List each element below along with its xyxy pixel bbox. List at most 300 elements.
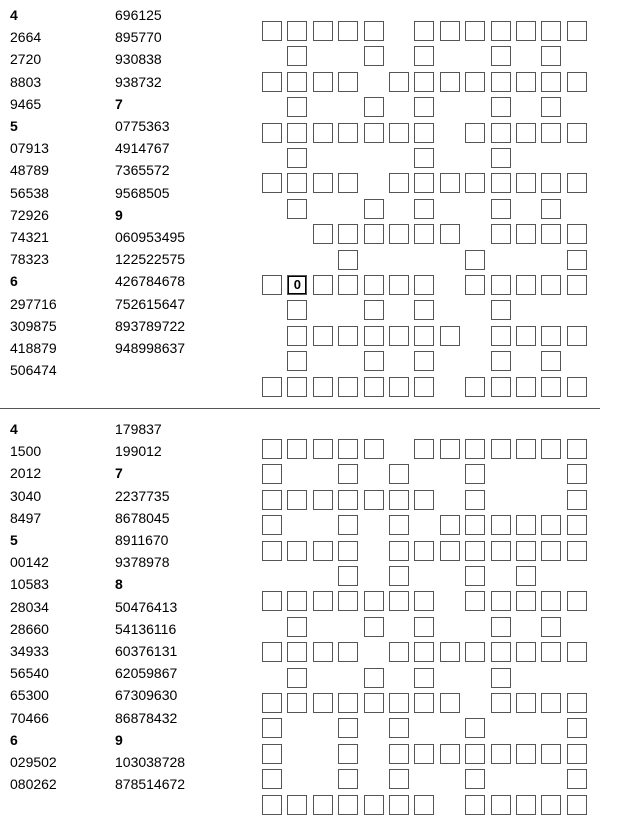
grid-cell[interactable] [338,21,358,41]
grid-cell[interactable] [440,693,460,713]
grid-cell[interactable] [516,591,536,611]
grid-cell[interactable] [414,123,434,143]
grid-cell[interactable] [414,72,434,92]
number-entry: 179837 [115,421,162,437]
grid-cell[interactable] [262,123,282,143]
number-entry: 9378978 [115,554,170,571]
grid-cell[interactable] [541,46,561,66]
number-entry: 70466 [10,709,49,726]
grid-cell[interactable] [287,439,307,459]
grid-cell[interactable] [541,173,561,193]
grid-cell[interactable] [465,718,485,738]
number-entry: 418879 [10,340,57,356]
grid-cell[interactable] [567,490,587,510]
grid-cell[interactable] [541,515,561,535]
grid-cell[interactable] [414,199,434,219]
grid-cell[interactable] [262,718,282,738]
grid-cell[interactable] [313,72,333,92]
grid-cell[interactable] [440,541,460,561]
length-heading: 5 [10,118,18,134]
number-entry: 893789722 [115,317,186,334]
grid-cell[interactable] [491,744,511,764]
length-heading: 6 [10,273,18,290]
grid-cell[interactable] [287,541,307,561]
grid-cell[interactable] [338,439,358,459]
grid-cell[interactable] [414,591,434,611]
grid-cell[interactable] [491,591,511,611]
grid-cell[interactable] [516,275,536,295]
grid-cell[interactable] [516,439,536,459]
grid-cell[interactable] [567,173,587,193]
grid-cell[interactable] [465,72,485,92]
number-entry: 9568505 [115,184,170,201]
grid-cell[interactable] [364,97,384,117]
grid-cell[interactable] [440,439,460,459]
grid-cell[interactable] [567,541,587,561]
grid-cell[interactable] [313,21,333,41]
number-entry: 199012 [115,443,162,460]
number-entry: 297716 [10,295,57,312]
number-entry: 86878432 [115,709,178,726]
number-entry: 8497 [10,509,42,526]
number-entry: 122522575 [115,251,186,268]
grid-cell[interactable] [389,566,409,586]
number-entry: 2664 [10,29,42,46]
grid-cell[interactable] [262,693,282,713]
grid-cell[interactable] [491,275,511,295]
number-entry: 8678045 [115,509,170,526]
grid-cell[interactable] [389,123,409,143]
grid-cell[interactable] [491,515,511,535]
grid-cell[interactable] [338,464,358,484]
number-entry: 506474 [10,362,57,379]
grid-cell[interactable] [440,744,460,764]
grid-cell[interactable] [440,515,460,535]
grid-cell[interactable] [364,275,384,295]
grid-cell[interactable] [364,693,384,713]
grid-cell[interactable] [338,173,358,193]
grid-cell[interactable] [567,326,587,346]
number-entry: 60376131 [115,643,178,659]
grid-cell[interactable] [541,275,561,295]
grid-cell[interactable] [313,591,333,611]
grid-cell[interactable] [440,642,460,662]
number-entry: 07913 [10,140,49,157]
grid-cell[interactable] [389,693,409,713]
number-entry: 878514672 [115,776,186,793]
grid-cell[interactable] [262,515,282,535]
grid-cell[interactable] [287,326,307,346]
number-entry: 56540 [10,665,49,682]
grid-cell[interactable] [541,642,561,662]
grid-cell[interactable] [364,351,384,371]
grid-cell[interactable] [567,718,587,738]
grid-cell[interactable] [516,642,536,662]
grid-cell[interactable] [414,693,434,713]
grid-cell[interactable] [541,377,561,397]
grid-cell[interactable] [389,464,409,484]
grid-cell[interactable] [465,744,485,764]
grid-cell[interactable] [364,300,384,320]
number-entry: 029502 [10,754,57,770]
grid-cell[interactable] [465,591,485,611]
grid-cell[interactable] [567,591,587,611]
grid-cell[interactable] [338,566,358,586]
number-entry: 48789 [10,162,49,179]
grid-cell[interactable] [567,515,587,535]
grid-cell[interactable] [364,377,384,397]
grid-cell[interactable] [491,642,511,662]
length-heading: 6 [10,731,18,748]
grid-cell[interactable] [465,769,485,789]
grid-cell[interactable] [541,72,561,92]
length-heading: 4 [10,7,18,23]
number-entry: 938732 [115,73,162,90]
grid-cell[interactable] [567,250,587,270]
grid-cell[interactable] [364,21,384,41]
grid-cell[interactable] [440,326,460,346]
number-entry: 895770 [115,29,162,46]
grid-cell[interactable] [287,300,307,320]
grid-cell[interactable] [389,72,409,92]
grid-cell[interactable] [541,591,561,611]
grid-cell[interactable] [567,21,587,41]
grid-cell[interactable] [567,123,587,143]
grid-cell[interactable] [541,744,561,764]
grid-cell[interactable] [287,668,307,688]
grid-cell[interactable] [338,224,358,244]
grid-cell[interactable] [389,642,409,662]
grid-cell[interactable] [491,199,511,219]
grid-cell[interactable] [414,668,434,688]
grid-cell[interactable] [465,439,485,459]
length-heading: 5 [10,532,18,548]
grid-cell[interactable] [440,72,460,92]
grid-cell[interactable] [262,275,282,295]
grid-cell[interactable] [414,224,434,244]
grid-cell[interactable] [414,439,434,459]
number-entry: 696125 [115,7,162,23]
number-entry: 1500 [10,443,42,460]
grid-cell[interactable] [338,515,358,535]
number-entry: 0775363 [115,118,170,134]
grid-cell[interactable] [541,617,561,637]
grid-cell[interactable] [338,123,358,143]
grid-cell[interactable] [313,326,333,346]
grid-cell[interactable] [516,173,536,193]
grid-cell[interactable] [262,377,282,397]
grid-cell[interactable] [338,490,358,510]
grid-cell[interactable] [491,173,511,193]
grid-cell[interactable] [313,642,333,662]
grid-cell[interactable] [389,591,409,611]
word-list-1 [0,0,250,400]
grid-cell[interactable] [465,123,485,143]
grid-cell[interactable] [262,464,282,484]
grid-cell[interactable] [516,224,536,244]
number-entry: 62059867 [115,665,178,682]
grid-cell[interactable] [313,439,333,459]
grid-cell[interactable] [491,148,511,168]
grid-cell[interactable] [414,351,434,371]
grid-cell[interactable] [313,123,333,143]
grid-cell[interactable] [440,224,460,244]
grid-cell[interactable] [364,199,384,219]
grid-cell[interactable] [338,642,358,662]
grid-cell[interactable] [465,275,485,295]
grid-cell[interactable] [491,693,511,713]
grid-cell[interactable] [567,769,587,789]
grid-cell[interactable] [389,275,409,295]
grid-cell[interactable] [491,439,511,459]
grid-cell[interactable] [567,72,587,92]
grid-cell[interactable] [414,300,434,320]
grid-cell[interactable] [287,490,307,510]
number-entry: 67309630 [115,687,178,704]
grid-cell[interactable] [516,744,536,764]
number-entry: 56538 [10,184,49,201]
length-heading: 8 [115,576,123,593]
grid-cell[interactable] [516,515,536,535]
grid-cell[interactable] [516,566,536,586]
grid-cell[interactable] [516,541,536,561]
grid-cell[interactable] [364,46,384,66]
number-entry: 72926 [10,206,49,223]
number-entry: 28034 [10,598,49,615]
grid-cell[interactable] [491,377,511,397]
number-entry: 4914767 [115,140,170,157]
grid-cell[interactable] [364,490,384,510]
grid-cell[interactable] [516,377,536,397]
grid-cell[interactable] [541,541,561,561]
grid-cell[interactable] [414,97,434,117]
length-heading: 7 [115,465,123,482]
number-entry: 2720 [10,51,42,68]
grid-cell[interactable] [567,275,587,295]
number-entry: 309875 [10,317,57,334]
grid-cell[interactable] [287,351,307,371]
grid-cell[interactable] [567,377,587,397]
grid-cell[interactable] [389,377,409,397]
grid-cell[interactable] [491,224,511,244]
grid-cell[interactable] [364,617,384,637]
grid-cell[interactable] [338,275,358,295]
grid-cell[interactable] [567,693,587,713]
puzzle-1 [0,0,622,400]
number-entry: 2237735 [115,487,170,504]
number-entry: 54136116 [115,620,177,637]
grid-cell[interactable] [262,541,282,561]
grid-cell[interactable] [313,693,333,713]
grid-cell[interactable] [364,326,384,346]
grid-cell[interactable] [338,591,358,611]
grid-cell[interactable] [414,617,434,637]
grid-cell[interactable] [338,326,358,346]
grid-cell[interactable] [541,224,561,244]
grid-cell[interactable] [414,326,434,346]
grid-cell[interactable] [491,541,511,561]
grid-cell[interactable] [465,21,485,41]
grid-cell[interactable] [567,642,587,662]
grid-cell[interactable] [287,173,307,193]
grid-cell[interactable] [389,173,409,193]
number-entry: 103038728 [115,754,186,770]
grid-cell[interactable] [491,668,511,688]
grid-cell[interactable] [516,693,536,713]
grid-cell[interactable] [313,377,333,397]
number-entry: 10583 [10,576,49,593]
grid-cell[interactable] [262,642,282,662]
grid-cell[interactable] [287,617,307,637]
grid-cell[interactable] [465,490,485,510]
grid-cell[interactable] [262,591,282,611]
number-entry: 00142 [10,554,49,571]
grid-cell[interactable] [287,377,307,397]
grid-cell[interactable] [287,275,307,295]
grid-cell[interactable] [516,72,536,92]
grid-cell[interactable] [541,351,561,371]
grid-cell[interactable] [541,199,561,219]
grid-cell[interactable] [567,464,587,484]
grid-cell[interactable] [414,377,434,397]
grid-cell[interactable] [491,617,511,637]
length-heading: 9 [115,731,123,748]
grid-cell[interactable] [414,173,434,193]
length-heading: 9 [115,206,123,223]
grid-cell[interactable] [389,326,409,346]
number-entry: 7365572 [115,162,170,179]
grid-cell[interactable] [414,148,434,168]
grid-cell[interactable] [313,490,333,510]
grid-cell[interactable] [465,566,485,586]
given-digit: 0 [288,276,306,294]
grid-cell[interactable] [567,224,587,244]
grid-cell[interactable] [516,21,536,41]
grid-cell[interactable] [389,744,409,764]
grid-cell[interactable] [516,123,536,143]
grid-cell[interactable] [389,541,409,561]
grid-cell[interactable] [491,21,511,41]
grid-cell[interactable] [338,72,358,92]
grid-cell[interactable] [364,591,384,611]
number-entry: 9465 [10,95,42,112]
grid-cell[interactable] [491,123,511,143]
grid-cell[interactable] [465,464,485,484]
grid-cell[interactable] [262,72,282,92]
grid-cell[interactable] [414,490,434,510]
grid-cell[interactable] [262,490,282,510]
grid-cell[interactable] [287,148,307,168]
grid-cell[interactable] [541,97,561,117]
grid-cell[interactable] [541,123,561,143]
grid-cell[interactable] [287,591,307,611]
number-entry: 060953495 [115,229,186,245]
grid-cell[interactable] [465,173,485,193]
grid-cell[interactable] [262,173,282,193]
grid-cell[interactable] [313,173,333,193]
grid-cell[interactable] [541,21,561,41]
grid-cell[interactable] [541,326,561,346]
grid-cell[interactable] [491,97,511,117]
grid-cell[interactable] [414,21,434,41]
grid-cell[interactable] [287,123,307,143]
number-entry: 78323 [10,251,49,268]
number-entry: 930838 [115,51,162,68]
grid-cell[interactable] [338,744,358,764]
grid-cell[interactable] [440,21,460,41]
grid-cell[interactable] [414,744,434,764]
grid-cell[interactable] [338,377,358,397]
number-entry: 8911670 [115,532,169,548]
grid-cell[interactable] [364,439,384,459]
grid-cell[interactable] [287,97,307,117]
grid-cell[interactable] [287,693,307,713]
grid-cell[interactable] [541,439,561,459]
grid-cell[interactable] [364,668,384,688]
grid-cell[interactable] [287,642,307,662]
grid-cell[interactable] [440,173,460,193]
grid-cell[interactable] [287,199,307,219]
grid-cell[interactable] [313,275,333,295]
grid-cell[interactable] [262,744,282,764]
grid-cell[interactable] [414,275,434,295]
grid-cell[interactable] [541,693,561,713]
grid-cell[interactable] [465,377,485,397]
puzzle-2 [0,414,622,812]
grid-cell[interactable] [338,541,358,561]
grid-cell[interactable] [364,224,384,244]
grid-cell[interactable] [389,769,409,789]
grid-cell[interactable] [389,718,409,738]
grid-cell[interactable] [389,224,409,244]
grid-cell[interactable] [567,439,587,459]
grid-cell[interactable] [262,439,282,459]
grid-cell[interactable] [313,224,333,244]
grid-cell[interactable] [389,515,409,535]
grid-cell[interactable] [287,46,307,66]
grid-cell[interactable] [338,769,358,789]
number-entry: 3040 [10,487,42,504]
grid-cell[interactable] [414,541,434,561]
grid-cell[interactable] [338,693,358,713]
grid-cell[interactable] [414,46,434,66]
grid-cell[interactable] [465,642,485,662]
grid-cell[interactable] [287,21,307,41]
grid-cell[interactable] [364,123,384,143]
grid-cell[interactable] [491,351,511,371]
grid-cell[interactable] [491,326,511,346]
number-entry: 948998637 [115,340,186,356]
grid-cell[interactable] [491,300,511,320]
grid-cell[interactable] [262,21,282,41]
grid-cell[interactable] [491,72,511,92]
grid-cell[interactable] [567,744,587,764]
number-entry: 2012 [10,465,42,482]
number-entry: 426784678 [115,273,186,290]
grid-cell[interactable] [414,642,434,662]
grid-cell[interactable] [516,326,536,346]
grid-cell[interactable] [465,250,485,270]
grid-cell[interactable] [338,718,358,738]
grid-cell[interactable] [465,515,485,535]
grid-cell[interactable] [465,541,485,561]
grid-cell[interactable] [338,250,358,270]
grid-cell[interactable] [491,46,511,66]
grid-cell[interactable] [313,541,333,561]
grid-cell[interactable] [262,769,282,789]
grid-cell[interactable] [389,490,409,510]
grid-cell[interactable] [287,72,307,92]
